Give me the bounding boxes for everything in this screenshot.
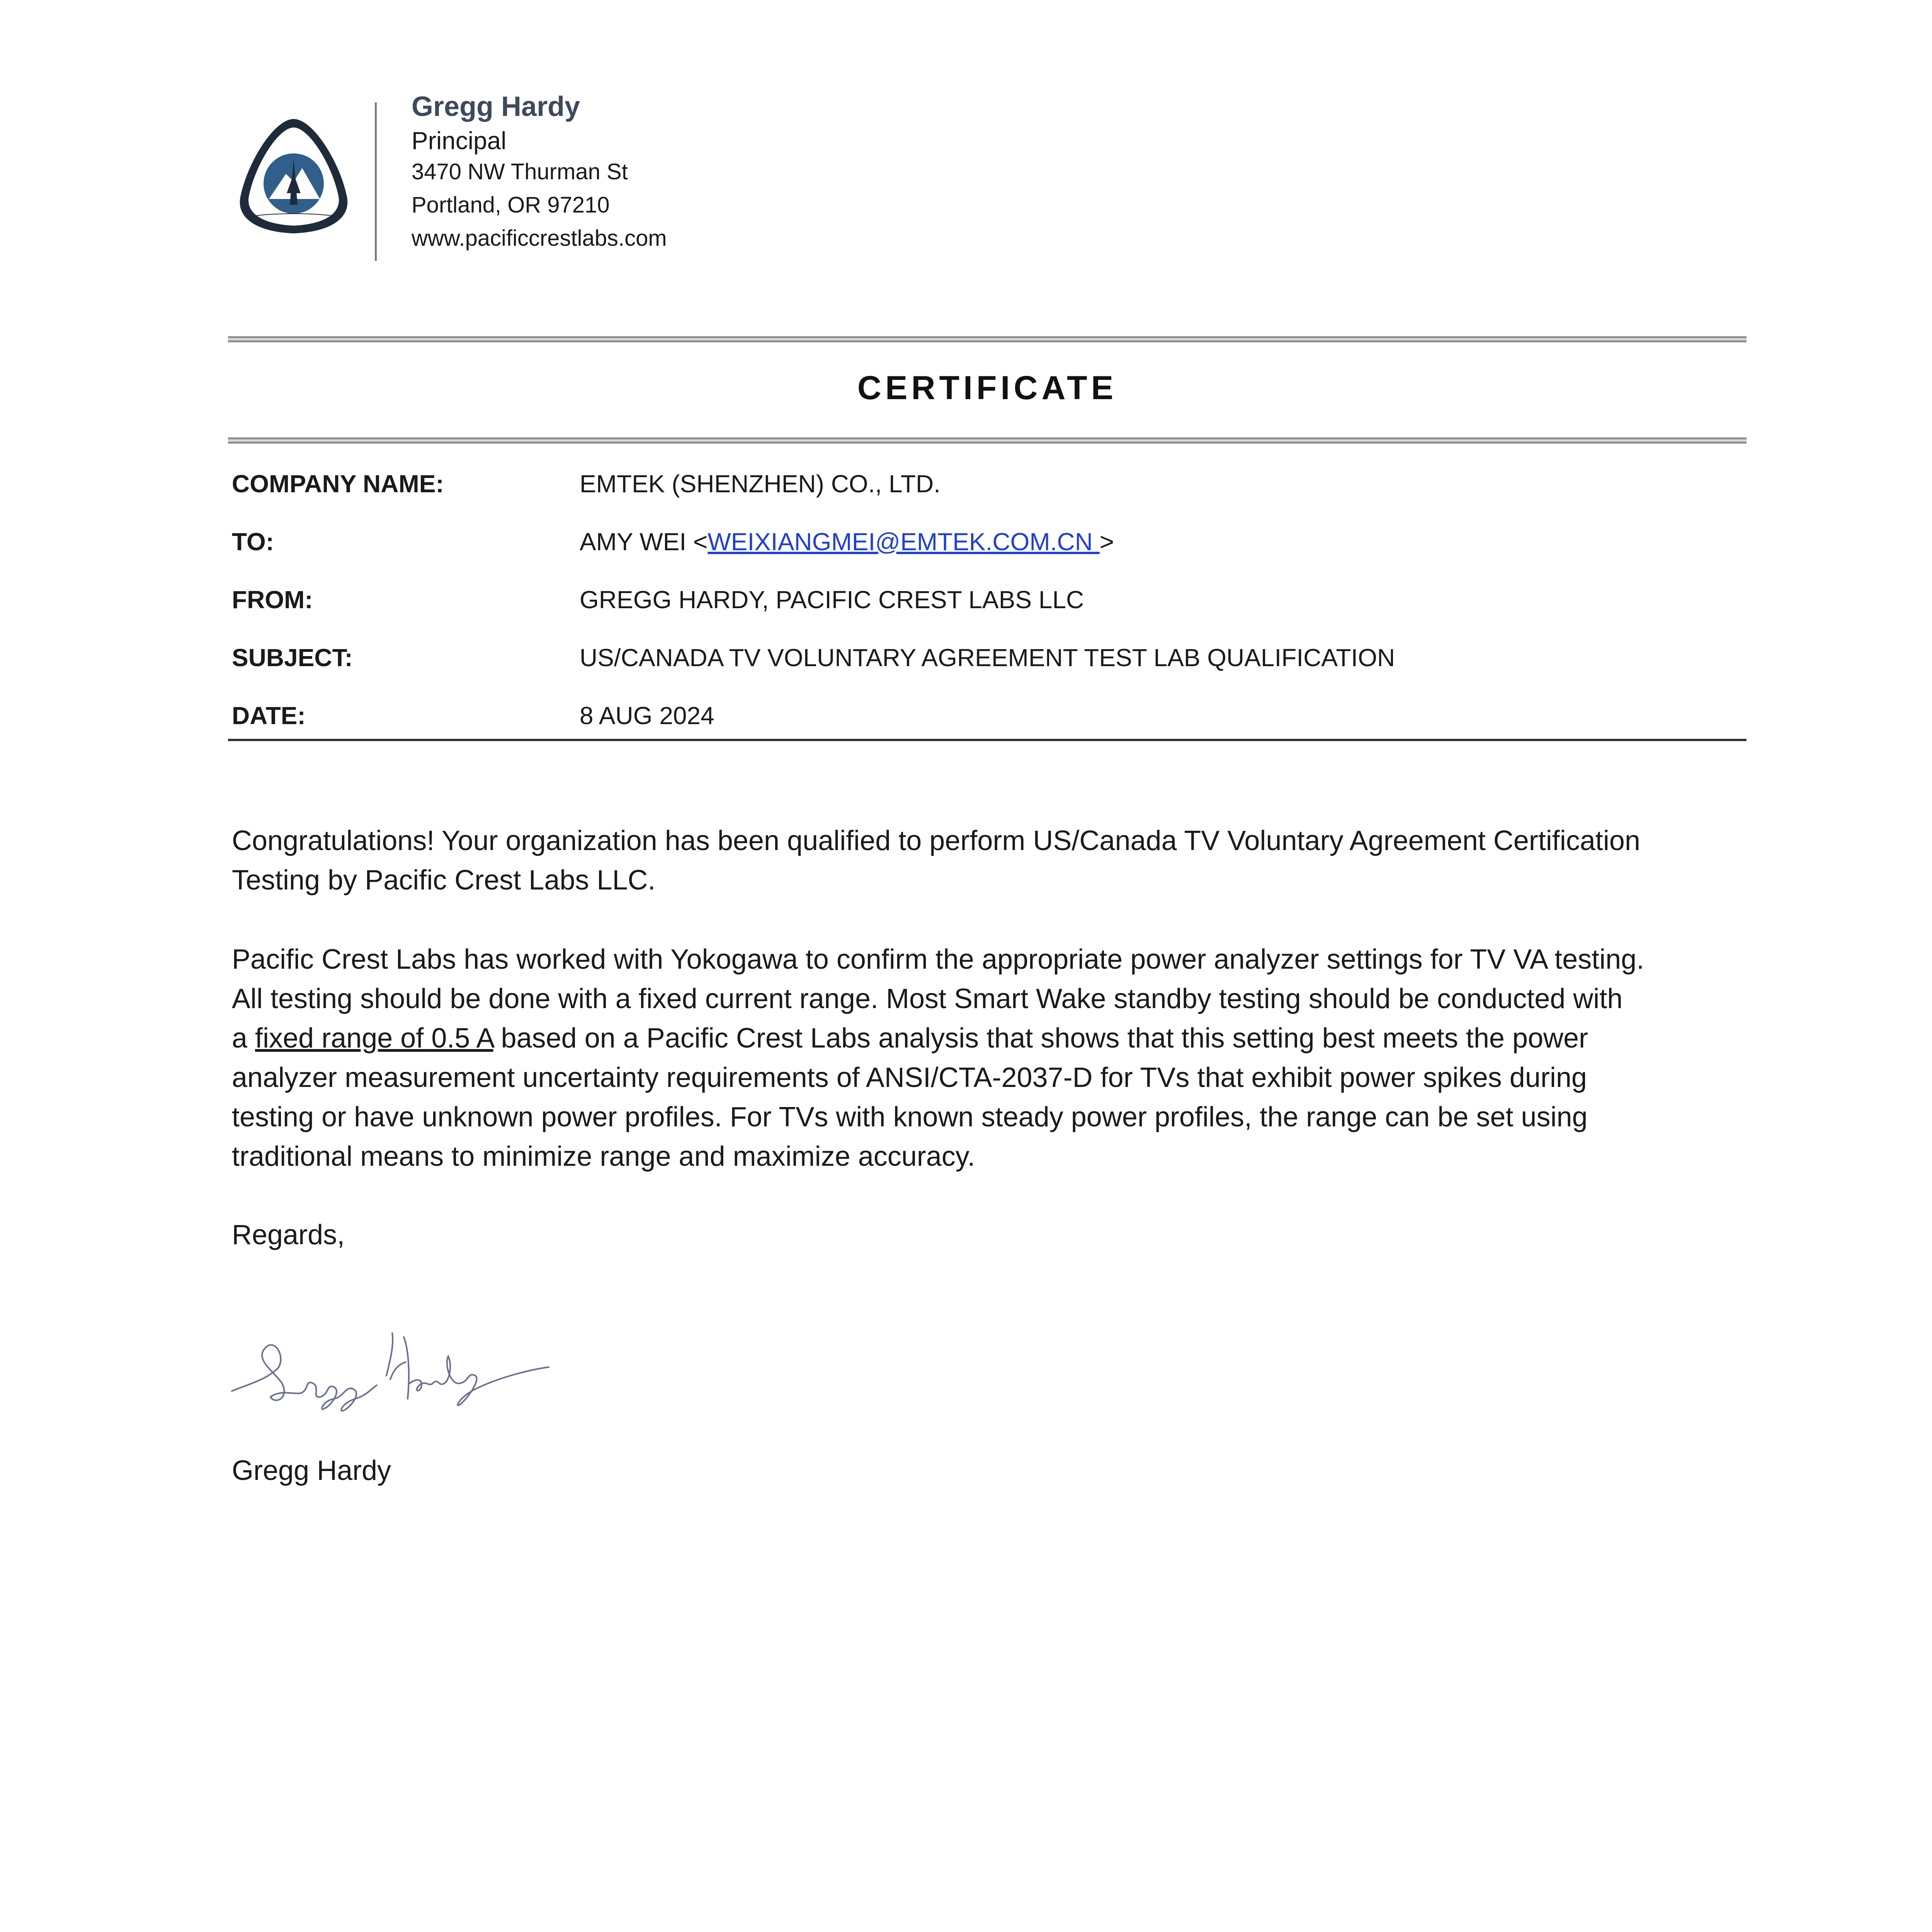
p2-line6: traditional means to minimize range and maximize accuracy.	[232, 1141, 975, 1172]
handwritten-signature	[228, 1321, 553, 1422]
p2-line1: Pacific Crest Labs has worked with Yokogawa to confirm the appropriate power analyzer settings for TV VA testing.	[232, 944, 1645, 975]
company-value: EMTEK (SHENZHEN) CO., LTD.	[580, 470, 940, 498]
p2-line4: analyzer measurement uncertainty requirements of ANSI/CTA-2037-D for TVs that exhibit power spikes during	[232, 1062, 1587, 1093]
from-value: GREGG HARDY, PACIFIC CREST LABS LLC	[580, 586, 1084, 614]
p1-line2: Testing by Pacific Crest Labs LLC.	[232, 865, 656, 896]
paragraph-analyzer-settings	[232, 940, 1750, 1176]
from-label: FROM:	[232, 586, 313, 614]
p2-line3-post: based on a Pacific Crest Labs analysis that shows that this setting best meets the power	[493, 1023, 1588, 1054]
title-bottom-rule	[228, 437, 1747, 444]
sender-block	[412, 93, 667, 260]
date-value: 8 AUG 2024	[580, 702, 714, 730]
sender-title: Principal	[412, 127, 507, 155]
info-table-bottom-rule	[228, 739, 1747, 741]
paragraph-congratulations	[232, 821, 1750, 900]
subject-value: US/CANADA TV VOLUNTARY AGREEMENT TEST LAB QUALIFICATION	[580, 644, 1395, 672]
to-value	[580, 527, 1114, 556]
to-label: TO:	[232, 528, 274, 556]
to-close: >	[1099, 528, 1114, 556]
p2-line3	[232, 1019, 1750, 1058]
sender-address-line2: Portland, OR 97210	[412, 192, 610, 218]
date-label: DATE:	[232, 702, 306, 730]
fixed-range-emphasis: fixed range of 0.5 A	[255, 1023, 493, 1054]
sender-address-line1: 3470 NW Thurman St	[412, 159, 628, 184]
regards-text: Regards,	[232, 1219, 345, 1250]
signer-name: Gregg Hardy	[232, 1455, 391, 1486]
sender-name: Gregg Hardy	[412, 91, 580, 122]
subject-label: SUBJECT:	[232, 644, 353, 672]
sender-website[interactable]: www.pacificcrestlabs.com	[412, 226, 667, 251]
p2-line2: All testing should be done with a fixed current range. Most Smart Wake standby testing should be conducted with	[232, 983, 1623, 1014]
title-top-rule	[228, 336, 1747, 342]
p2-line3-pre: a	[232, 1023, 255, 1054]
company-label: COMPANY NAME:	[232, 470, 444, 498]
to-email-link[interactable]: WEIXIANGMEI@EMTEK.COM.CN	[707, 528, 1100, 556]
p2-line5: testing or have unknown power profiles. For TVs with known steady power profiles, the range can be set using	[232, 1102, 1588, 1133]
p1-line1: Congratulations! Your organization has been qualified to perform US/Canada TV Voluntary Agreement Certification	[232, 825, 1640, 856]
to-name: AMY WEI <	[580, 528, 708, 556]
pacific-crest-labs-logo	[232, 116, 355, 240]
header-divider	[375, 102, 377, 261]
certificate-title: CERTIFICATE	[857, 369, 1117, 406]
